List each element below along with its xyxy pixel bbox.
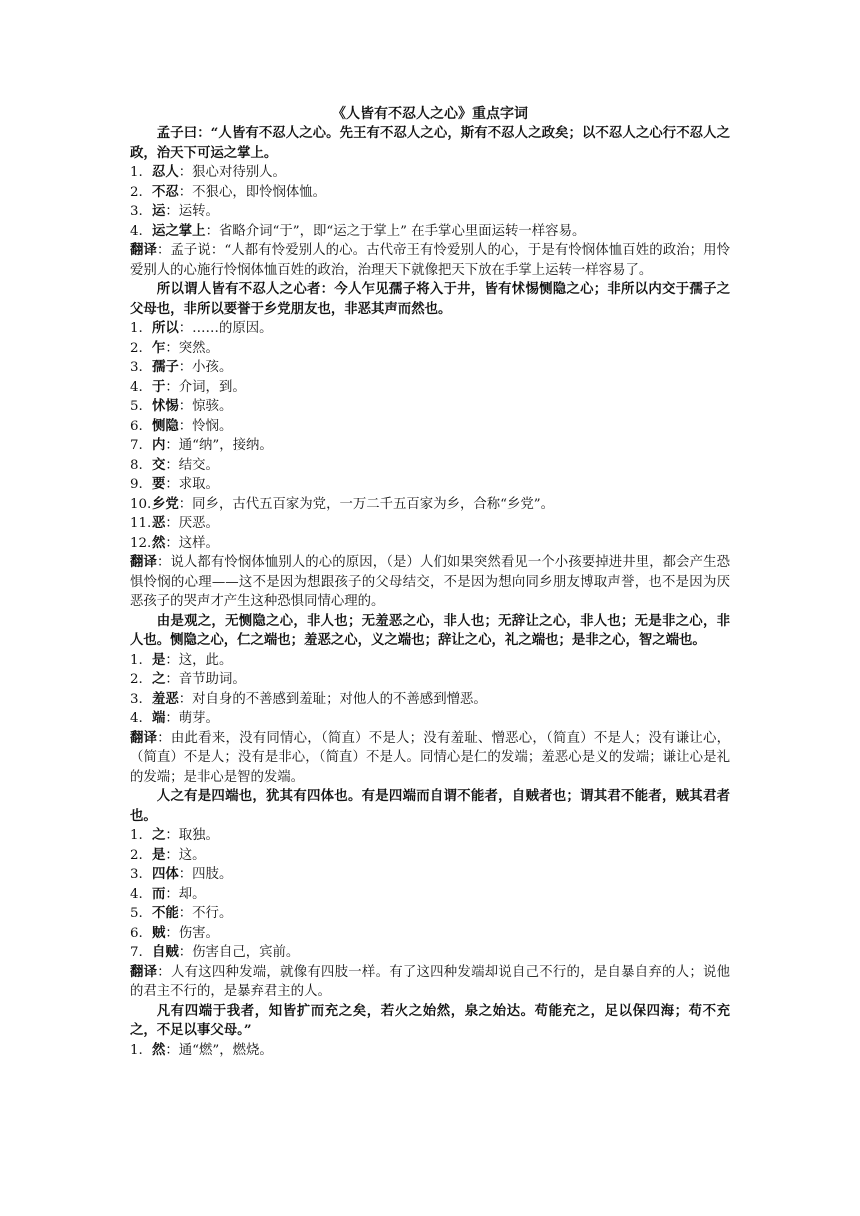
translation-label: 翻译 [130, 729, 158, 746]
note-item [130, 651, 730, 671]
note-number: 3. [130, 204, 143, 219]
note-definition: ：取独。 [165, 828, 219, 843]
note-number: 5. [130, 906, 143, 921]
note-number: 1. [130, 165, 143, 180]
note-term: 然 [152, 1041, 166, 1058]
note-definition: ：突然。 [165, 340, 219, 356]
note-term: 是 [152, 846, 166, 863]
note-definition: ：却。 [165, 886, 206, 902]
note-item [130, 865, 730, 885]
note-term: 内 [152, 437, 166, 453]
note-term: 忍人 [152, 164, 179, 180]
note-number: 2. [130, 184, 143, 200]
note-item [130, 943, 730, 963]
note-term: 贼 [152, 924, 166, 941]
note-number: 2. [130, 847, 143, 863]
note-number: 1. [130, 1042, 143, 1058]
note-number: 5. [130, 399, 143, 414]
note-number: 8. [130, 457, 143, 473]
note-definition: ：不行。 [178, 906, 233, 921]
note-number: 3. [130, 360, 143, 375]
note-term: 端 [152, 710, 166, 726]
source-passage: 人之有是四端也，犹其有四体也。有是四端而自谓不能者，自贼者也；谓其君不能者，贼其君者也。 [130, 788, 730, 824]
note-definition: ：对自身的不善感到羞耻；对他人的不善感到憎恶。 [178, 691, 487, 707]
note-definition: ：结交。 [165, 457, 219, 473]
note-number: 4. [130, 886, 143, 902]
note-definition: ：厌恶。 [165, 516, 219, 531]
note-definition: ：小孩。 [178, 360, 233, 375]
note-item [130, 222, 730, 242]
note-definition: ：运转。 [165, 204, 219, 219]
note-item [130, 456, 730, 476]
translation-paragraph [130, 553, 730, 612]
note-number: 1. [130, 652, 143, 668]
note-number: 3. [130, 867, 143, 882]
note-item [130, 904, 730, 924]
note-item [130, 495, 730, 515]
source-passage: 孟子曰：“人皆有不忍人之心。先王有不忍人之心，斯有不忍人之政矣；以不忍人之心行不忍人之政，治天下可运之掌上。 [130, 125, 730, 161]
note-number: 9. [130, 477, 143, 492]
note-term: 要 [152, 476, 166, 492]
note-number: 4. [130, 711, 143, 726]
note-item [130, 826, 730, 846]
note-number: 4. [130, 379, 143, 395]
note-definition: ：伤害。 [165, 925, 219, 941]
note-item [130, 924, 730, 944]
note-definition: ：这样。 [165, 535, 219, 551]
note-definition: ：惊骇。 [178, 399, 233, 414]
note-definition: ：介词，到。 [165, 379, 246, 395]
note-term: 之 [152, 671, 166, 687]
note-item [130, 885, 730, 905]
note-term: 是 [152, 651, 166, 668]
note-definition: ：四肢。 [178, 867, 233, 882]
note-item [130, 378, 730, 398]
note-definition: ：音节助词。 [165, 672, 246, 687]
note-term: 乡党 [152, 495, 179, 512]
note-definition: ：这。 [165, 847, 206, 863]
note-item [130, 417, 730, 437]
source-passage: 由是观之，无恻隐之心，非人也；无羞恶之心，非人也；无辞让之心，非人也；无是非之心，非人也。恻隐之心，仁之端也；羞恶之心，义之端也；辞让之心，礼之端也；是非之心，智之端也。 [130, 612, 730, 648]
note-item [130, 163, 730, 183]
translation-label: 翻译 [130, 963, 158, 980]
note-number: 2. [130, 672, 143, 687]
document-page [130, 104, 730, 1060]
note-definition: ：通“纳”，接纳。 [165, 438, 273, 453]
note-number: 2. [130, 340, 143, 356]
note-term: 运之掌上 [152, 222, 206, 239]
translation-paragraph [130, 963, 730, 1002]
note-number: 4. [130, 223, 143, 239]
note-term: 不能 [152, 905, 179, 921]
note-definition: ：狠心对待别人。 [178, 165, 286, 180]
note-number: 1. [130, 321, 143, 336]
translation-text: ：由此看来，没有同情心，（简直）不是人；没有羞耻、憎恶心，（简直）不是人；没有谦让心，（简直）不是人；没有是非心，（简直）不是人。同情心是仁的发端；羞恶心是义的发端；谦让心是礼的发端；是非心是智的发端。 [130, 730, 730, 785]
translation-text: ：说人都有怜悯体恤别人的心的原因，（是）人们如果突然看见一个小孩要掉进井里，都会产生恐惧怜悯的心理——这不是因为想跟孩子的父母结交，不是因为想向同乡朋友博取声誉，也不是因为厌恶孩子的哭声才产生这种恐惧同情心理的。 [130, 555, 730, 609]
note-number: 6. [130, 418, 143, 434]
note-item [130, 846, 730, 866]
note-term: 于 [152, 378, 166, 395]
document-title: 《人皆有不忍人之心》重点字词 [332, 106, 528, 122]
translation-label: 翻译 [130, 242, 157, 258]
note-term: 而 [152, 885, 166, 902]
note-item [130, 436, 730, 456]
source-passage: 凡有四端于我者，知皆扩而充之矣，若火之始然，泉之始达。苟能充之，足以保四海；苟不充之，不足以事父母。” [130, 1002, 730, 1038]
note-definition: ：通“燃”，燃烧。 [165, 1042, 273, 1058]
note-definition: ：求取。 [165, 477, 219, 492]
note-number: 1. [130, 828, 143, 843]
note-item [130, 670, 730, 690]
note-definition: ：省略介词“于”，即“运之于掌上” 在手掌心里面运转一样容易。 [205, 223, 586, 239]
note-number: 10. [130, 496, 152, 512]
note-number: 12. [130, 535, 152, 551]
note-item [130, 183, 730, 203]
translation-text: ：孟子说：“人都有怜爱别人的心。古代帝王有怜爱别人的心，于是有怜悯体恤百姓的政治；用怜爱别人的心施行怜悯体恤百姓的政治，治理天下就像把天下放在手掌上运转一样容易了。 [130, 243, 731, 278]
note-term: 然 [152, 534, 166, 551]
note-number: 3. [130, 691, 143, 707]
note-item [130, 358, 730, 378]
translation-paragraph [130, 729, 730, 788]
note-item [130, 514, 730, 534]
note-number: 6. [130, 925, 143, 941]
translation-label: 翻译 [130, 554, 157, 570]
note-item [130, 202, 730, 222]
note-item [130, 690, 730, 710]
note-number: 11. [130, 516, 152, 531]
note-term: 不忍 [152, 183, 179, 200]
note-term: 之 [152, 827, 166, 843]
note-definition: ：同乡，古代五百家为党，一万二千五百家为乡，合称“乡党”。 [178, 496, 555, 512]
note-definition: ：……的原因。 [178, 321, 273, 336]
note-definition: ：伤害自己，宾前。 [178, 945, 300, 960]
note-item [130, 319, 730, 339]
note-item [130, 475, 730, 495]
note-term: 所以 [152, 320, 179, 336]
note-term: 孺子 [152, 359, 179, 375]
note-term: 乍 [152, 339, 166, 356]
note-number: 7. [130, 438, 143, 453]
note-definition: ：怜悯。 [178, 418, 233, 434]
note-term: 交 [152, 456, 166, 473]
note-term: 自贼 [152, 944, 179, 960]
translation-paragraph [130, 241, 730, 280]
note-number: 7. [130, 945, 143, 960]
sections-container [130, 124, 730, 1060]
note-term: 恶 [152, 515, 166, 531]
note-term: 四体 [152, 866, 179, 882]
note-item [130, 397, 730, 417]
note-item [130, 709, 730, 729]
note-term: 羞恶 [152, 690, 179, 707]
note-definition: ：萌芽。 [165, 711, 219, 726]
note-term: 怵惕 [152, 398, 179, 414]
note-term: 恻隐 [152, 417, 179, 434]
note-item [130, 534, 730, 554]
note-definition: ：这，此。 [165, 652, 233, 668]
note-definition: ：不狠心，即怜悯体恤。 [178, 184, 327, 200]
note-item [130, 1041, 730, 1061]
translation-text: ：人有这四种发端，就像有四肢一样。有了这四种发端却说自己不行的，是自暴自弃的人；说他的君主不行的，是暴弃君主的人。 [130, 964, 731, 999]
note-term: 运 [152, 203, 166, 219]
source-passage: 所以谓人皆有不忍人之心者：今人乍见孺子将入于井，皆有怵惕恻隐之心；非所以内交于孺子之父母也，非所以要誉于乡党朋友也，非恶其声而然也。 [130, 281, 730, 317]
note-item [130, 339, 730, 359]
